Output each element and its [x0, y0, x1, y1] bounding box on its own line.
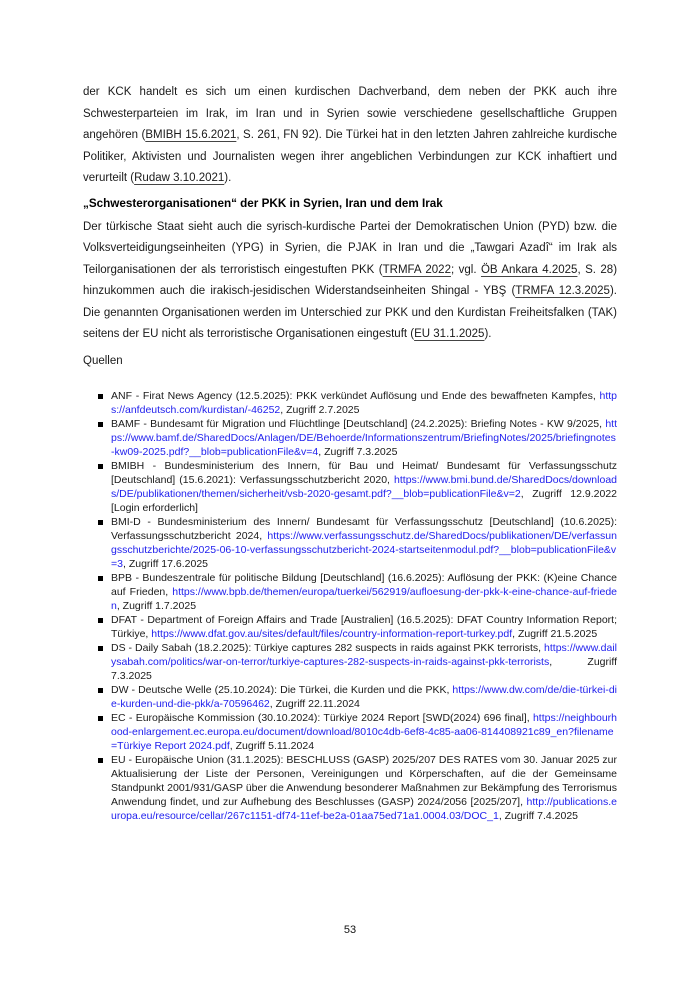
source-item	[111, 417, 617, 459]
source-item	[111, 683, 617, 711]
text-run: , Zugriff 1.7.2025	[116, 600, 197, 612]
text-run: , Zugriff 17.6.2025	[122, 558, 209, 570]
source-item	[111, 711, 617, 753]
text-run: , Zugriff 7.3.2025	[318, 446, 398, 458]
reference-link[interactable]: TRMFA 12.3.2025	[515, 285, 610, 297]
page-number: 53	[343, 924, 357, 936]
bullet-square-icon	[98, 576, 103, 581]
text-run: , S. 261, FN 92). Die Türkei hat in den letzten Jahren zahlreiche kurdische Politiker, Aktivisten und Journalisten wegen ihrer angeblichen Verbindungen zur KCK inhaftiert und verurteilt (	[83, 129, 617, 184]
text-run: ).	[484, 328, 492, 340]
text-run: , Zugriff 7.3.2025	[111, 656, 617, 682]
source-item	[111, 459, 617, 515]
text-run: BPB - Bundeszentrale für politische Bildung [Deutschland] (16.6.2025): Auflösung der PKK: (K)eine Chance auf Frieden,	[111, 572, 617, 598]
text-run: , Zugriff 21.5.2025	[512, 628, 598, 640]
reference-link[interactable]: EU 31.1.2025	[414, 328, 485, 340]
reference-link[interactable]: ÖB Ankara 4.2025	[480, 263, 578, 276]
source-item	[111, 641, 617, 683]
text-run: ). Die genannten Organisationen werden im Unterschied zur PKK und den Kurdistan Freiheitsfalken (TAK) seitens der EU nicht als terroristische Organisationen eingestuft (	[83, 285, 617, 340]
source-url[interactable]: http://publications.europa.eu/resource/cellar/267c1151-df74-11ef-be2a-01aa75ed71a1.0004.03/DOC_1	[111, 796, 617, 822]
source-url[interactable]: https://www.dw.com/de/die-türkei-die-kurden-und-die-pkk/a-70596462	[111, 684, 617, 710]
source-url[interactable]: https://www.bamf.de/SharedDocs/Anlagen/DE/Behoerde/Informationszentrum/BriefingNotes/2025/briefingnotes-kw09-2025.pdf?__blob=publicationFile&v=4	[111, 418, 617, 458]
text-run: DW - Deutsche Welle (25.10.2024): Die Türkei, die Kurden und die PKK,	[111, 684, 453, 696]
paragraph-kck	[83, 82, 617, 190]
text-run: BAMF - Bundesamt für Migration und Flüchtlinge [Deutschland] (24.2.2025): Briefing Notes - KW 9/2025,	[111, 418, 606, 430]
source-url[interactable]: https://neighbourhood-enlargement.ec.europa.eu/document/download/8010c4db-6ef8-4c85-aa06-814408921c89_en?filename=Türkiye Report 2024.pdf	[111, 712, 617, 752]
source-item	[111, 571, 617, 613]
source-url[interactable]: https://www.dfat.gov.au/sites/default/files/country-information-report-turkey.pdf	[151, 628, 513, 640]
text-run: , Zugriff 5.11.2024	[229, 740, 315, 752]
text-run: , Zugriff 12.9.2022 [Login erforderlich]	[111, 488, 617, 514]
bullet-square-icon	[98, 758, 103, 763]
source-url[interactable]: https://www.bpb.de/themen/europa/tuerkei/562919/aufloesung-der-pkk-k-eine-chance-auf-frieden	[111, 586, 617, 612]
text-run: , Zugriff 2.7.2025	[280, 404, 360, 416]
bullet-square-icon	[98, 646, 103, 651]
page-content	[83, 82, 617, 823]
bullet-square-icon	[98, 688, 103, 693]
text-run: DFAT - Department of Foreign Affairs and Trade [Australien] (16.5.2025): DFAT Country Information Report; Türkiye,	[111, 614, 617, 640]
text-run: , Zugriff 7.4.2025	[498, 810, 579, 822]
reference-link[interactable]: TRMFA 2022	[382, 263, 451, 276]
bullet-square-icon	[98, 422, 103, 427]
text-run: der KCK handelt es sich um einen kurdischen Dachverband, dem neben der PKK auch ihre Schwesterparteien im Irak, im Iran und in Syrien sowie verschiedene gesellschaftliche Gruppen angehören (	[83, 86, 617, 141]
text-run: Der türkische Staat sieht auch die syrisch-kurdische Partei der Demokratischen Union (PYD) bzw. die Volksverteidigungseinheiten (YPG) in Syrien, die PJAK in Iran und die „Tawgari Azadî“ im Irak als Teilorganisationen der als terroristisch eingestuften PKK (	[83, 220, 617, 276]
bullet-square-icon	[98, 464, 103, 469]
bullet-square-icon	[98, 716, 103, 721]
text-run: ; vgl.	[450, 263, 481, 276]
text-run: BMI-D - Bundesministerium des Innern/ Bundesamt für Verfassungsschutz [Deutschland] (10.6.2025): Verfassungsschutzbericht 2024,	[111, 516, 617, 542]
reference-link[interactable]: Rudaw 3.10.2021	[134, 172, 225, 184]
bullet-square-icon	[98, 520, 103, 525]
source-item	[111, 389, 617, 417]
text-run: ANF - Firat News Agency (12.5.2025): PKK verkündet Auflösung und Ende des bewaffneten Kampfes,	[111, 390, 600, 402]
text-run: EC - Europäische Kommission (30.10.2024): Türkiye 2024 Report [SWD(2024) 696 final],	[111, 712, 533, 724]
text-run: EU - Europäische Union (31.1.2025): BESCHLUSS (GASP) 2025/207 DES RATES vom 30. Januar 2025 zur Aktualisierung der Liste der Personen, Vereinigungen und Körperschaften, auf die der Gemeinsame Standpunkt 2001/931/GASP über die Anwendung besonderer Maßnahmen zur Bekämpfung des Terrorismus Anwendung findet, und zur Aufhebung des Beschlusses (GASP) 2024/2056 [2025/207],	[111, 754, 617, 808]
source-item	[111, 515, 617, 571]
text-run: , Zugriff 22.11.2024	[269, 698, 360, 710]
bullet-square-icon	[98, 394, 103, 399]
section-heading: „Schwesterorganisationen“ der PKK in Syrien, Iran und dem Irak	[83, 196, 443, 210]
sources-list	[83, 389, 617, 823]
source-url[interactable]: https://www.bmi.bund.de/SharedDocs/downloads/DE/publikationen/themen/sicherheit/vsb-2020-gesamt.pdf?__blob=publicationFile&v=2	[111, 474, 617, 500]
source-url[interactable]: https://anfdeutsch.com/kurdistan/-46252	[111, 390, 617, 416]
text-run: , S. 28) hinzukommen auch die irakisch-jesidischen Widerstandseinheiten Shingal - YBŞ (	[83, 263, 618, 297]
sources-label: Quellen	[83, 354, 123, 367]
reference-link[interactable]: BMIBH 15.6.2021	[145, 129, 237, 141]
text-run: BMIBH - Bundesministerium des Innern, für Bau und Heimat/ Bundesamt für Verfassungsschutz [Deutschland] (15.6.2021): Verfassungsschutzbericht 2020,	[111, 460, 617, 486]
text-run: ).	[224, 172, 232, 184]
bullet-square-icon	[98, 618, 103, 623]
source-item	[111, 753, 617, 823]
source-url[interactable]: https://www.dailysabah.com/politics/war-on-terror/turkiye-captures-282-suspects-in-raids-against-pkk-terrorists	[111, 642, 617, 668]
text-run: DS - Daily Sabah (18.2.2025): Türkiye captures 282 suspects in raids against PKK terrorists,	[111, 642, 545, 654]
source-url[interactable]: https://www.verfassungsschutz.de/SharedDocs/publikationen/DE/verfassungsschutzberichte/2025-06-10-verfassungsschutzbericht-2024-startseitenmodul.pdf?__blob=publicationFile&v=3	[111, 530, 617, 570]
paragraph-sister-organisations	[83, 217, 617, 346]
source-item	[111, 613, 617, 641]
